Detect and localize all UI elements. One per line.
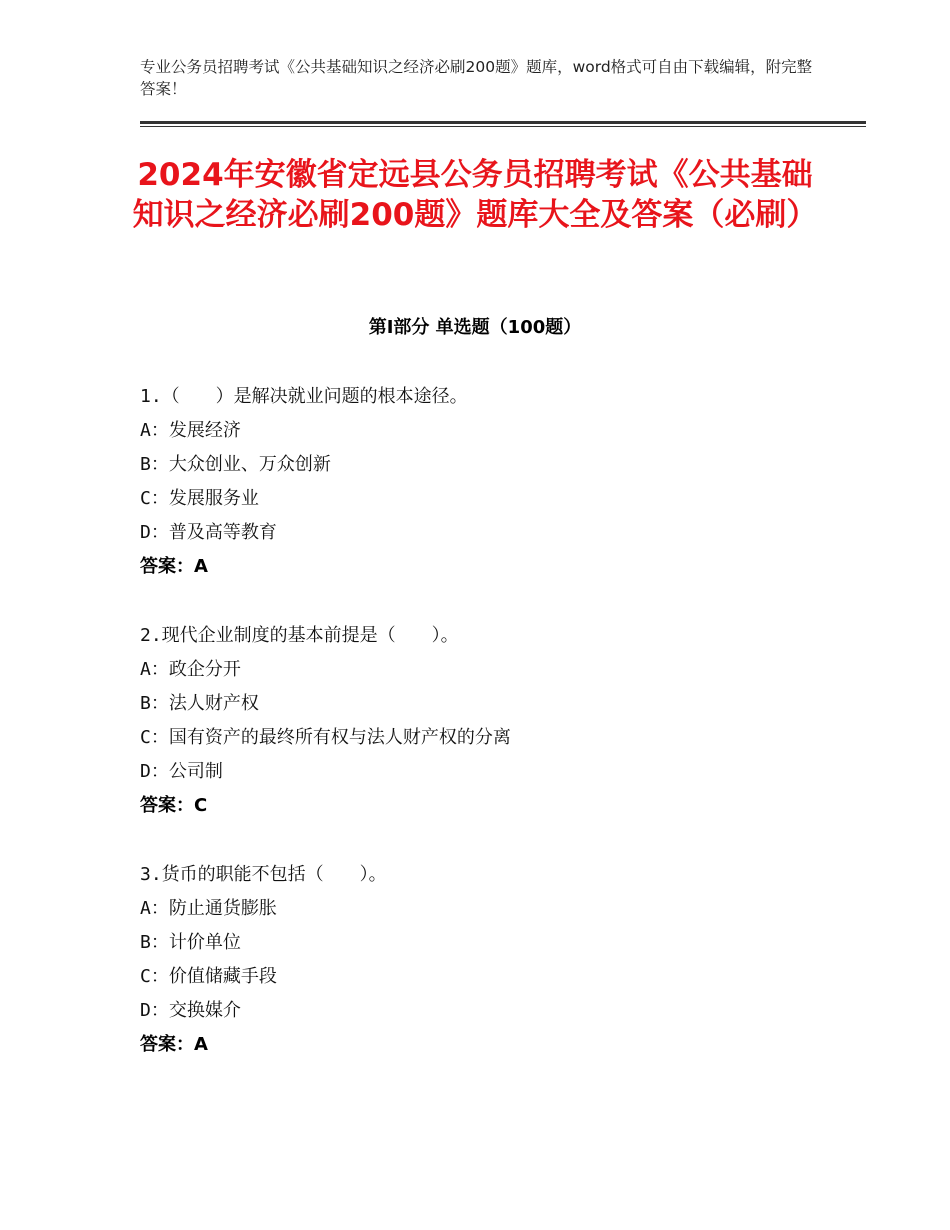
header-divider-thin xyxy=(140,126,866,127)
option-b: B：计价单位 xyxy=(140,932,241,953)
option-d: D：公司制 xyxy=(140,761,223,782)
option-a: A：防止通货膨胀 xyxy=(140,898,277,919)
option-d: D：交换媒介 xyxy=(140,1000,241,1021)
question-stem: 3.货币的职能不包括（ ）。 xyxy=(140,864,387,885)
question-stem: 1.（ ）是解决就业问题的根本途径。 xyxy=(140,386,468,407)
answer: 答案：C xyxy=(140,795,208,816)
question-2 xyxy=(140,619,840,823)
section-title: 第Ⅰ部分 单选题（100题） xyxy=(368,317,582,338)
answer: 答案：A xyxy=(140,1034,208,1055)
option-a: A：发展经济 xyxy=(140,420,241,441)
option-c: C：价值储藏手段 xyxy=(140,966,277,987)
option-d: D：普及高等教育 xyxy=(140,522,277,543)
option-c: C：国有资产的最终所有权与法人财产权的分离 xyxy=(140,727,511,748)
answer: 答案：A xyxy=(140,556,208,577)
option-b: B：法人财产权 xyxy=(140,693,259,714)
option-b: B：大众创业、万众创新 xyxy=(140,454,331,475)
header-divider-thick xyxy=(140,121,866,124)
question-stem: 2.现代企业制度的基本前提是（ ）。 xyxy=(140,625,459,646)
option-c: C：发展服务业 xyxy=(140,488,259,509)
document-title: 2024年安徽省定远县公务员招聘考试《公共基础知识之经济必刷200题》题库大全及答案（必刷） xyxy=(132,157,818,233)
question-3 xyxy=(140,858,840,1062)
header-note: 专业公务员招聘考试《公共基础知识之经济必刷200题》题库，word格式可自由下载编辑，附完整答案！ xyxy=(140,58,813,98)
question-1 xyxy=(140,380,840,584)
option-a: A：政企分开 xyxy=(140,659,241,680)
